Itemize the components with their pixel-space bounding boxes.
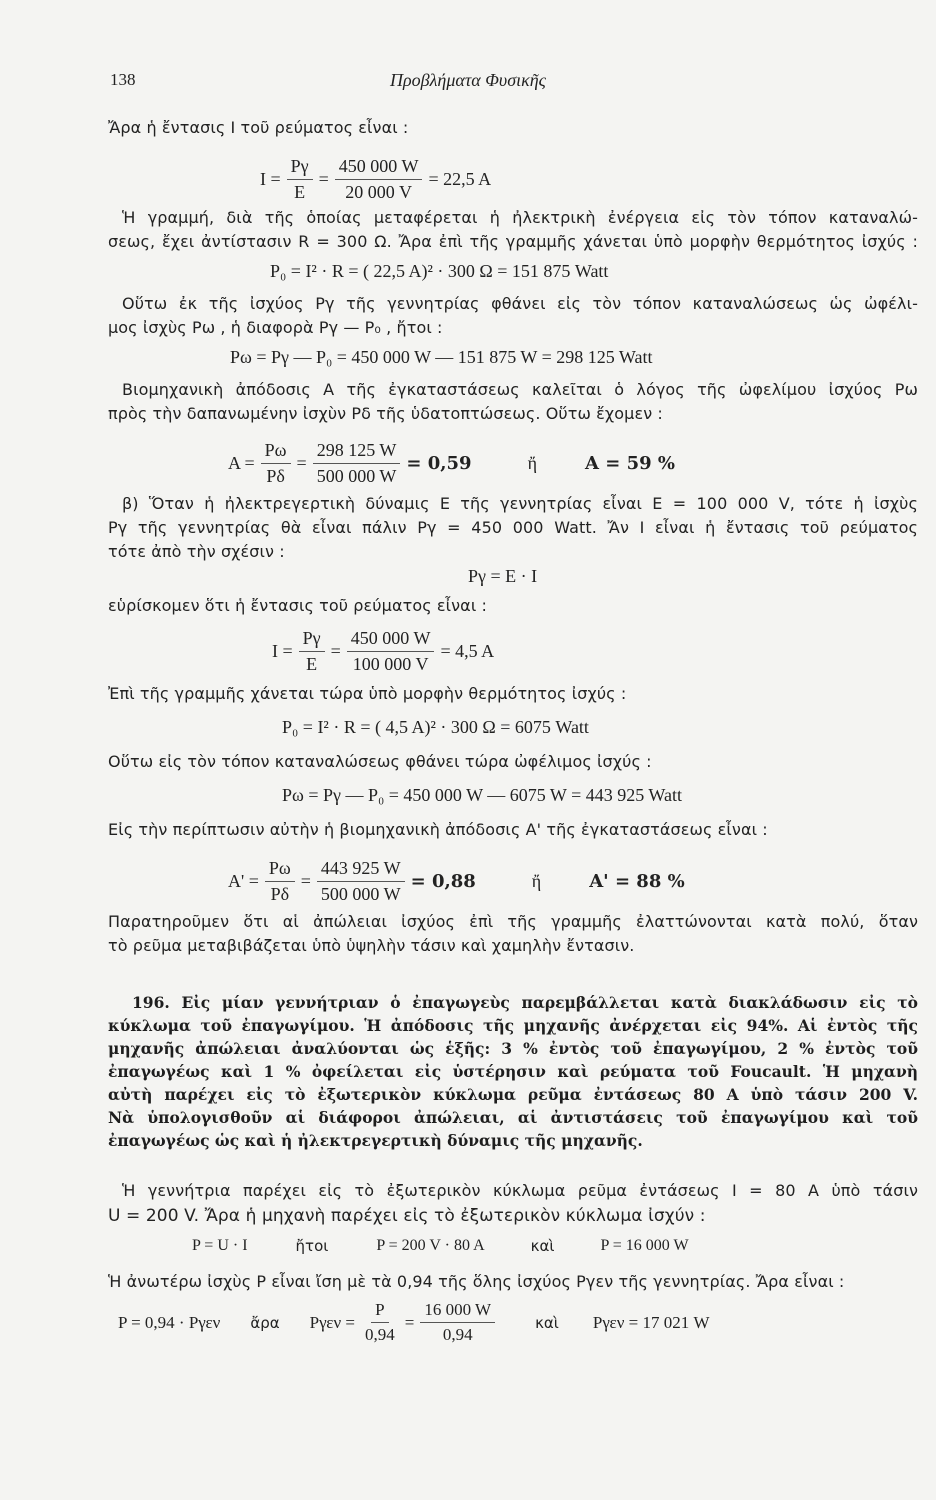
text-line: Ἐπὶ τῆς γραμμῆς χάνεται τώρα ὑπὸ μορφὴν θερμότητος ἰσχύς : <box>108 684 627 703</box>
denominator: 100 000 V <box>352 654 429 674</box>
fraction <box>261 440 291 487</box>
page-number: 138 <box>110 70 136 89</box>
eq-result: = 0,59 <box>406 453 472 474</box>
text-line: Βιομηχανικὴ ἀπόδοσις A τῆς ἐγκαταστάσεως καλεῖται ὁ λόγος τῆς ὠφελίμου ἰσχύος Pω <box>122 380 918 399</box>
fraction <box>335 156 423 203</box>
equation-total-power <box>118 1300 710 1345</box>
eq-result: Pγεν = 17 021 W <box>592 1312 710 1332</box>
fraction <box>420 1300 495 1345</box>
numerator: 443 925 W <box>317 858 405 882</box>
text-line: μος ἰσχὺς Pω , ἡ διαφορὰ Pγ — P₀ , ἤτοι : <box>108 318 443 337</box>
eq-result: = 4,5 A <box>440 641 495 661</box>
problem-line: κύκλωμα τοῦ ἐπαγωγίμου. Ἡ ἀπόδοσις τῆς μηχανῆς ἀνέρχεται εἰς 94%. Αἱ ἐντὸς τῆς <box>108 1016 918 1035</box>
equation-loss: P₀ = I² · R = ( 22,5 A)² · 300 Ω = 151 875 Watt <box>270 261 609 281</box>
eq-lhs: I = <box>272 641 293 661</box>
eq-sign: = <box>300 871 311 891</box>
equation-current <box>260 156 491 203</box>
eq-result-percent: A' = 88 % <box>589 871 685 892</box>
text-line: Οὕτω εἰς τὸν τόπον καταναλώσεως φθάνει τώρα ὠφέλιμος ἰσχύς : <box>108 752 652 771</box>
fraction <box>265 858 295 905</box>
text-line: Pγ τῆς γεννητρίας θὰ εἶναι πάλιν Pγ = 450 000 Watt. Ἄν I εἶναι ἡ ἔντασις τοῦ ρεύματος <box>108 518 918 537</box>
equation-useful-power-2: Pω = Pγ — P₀ = 450 000 W — 6075 W = 443 925 Watt <box>282 785 682 805</box>
eq-or: ἤ <box>527 453 537 473</box>
text-line: Ἡ γεννήτρια παρέχει εἰς τὸ ἐξωτερικὸν κύκλωμα ρεῦμα ἐντάσεως I = 80 A ὑπὸ τάσιν <box>122 1181 918 1200</box>
denominator: 500 000 W <box>320 884 401 904</box>
eq-part: P = 0,94 · Pγεν <box>118 1312 221 1332</box>
eq-word: καὶ <box>535 1313 559 1332</box>
text-line: τὸ ρεῦμα μεταβιβάζεται ὑπὸ ὑψηλὴν τάσιν καὶ χαμηλὴν ἔντασιν. <box>108 936 635 955</box>
text-line: εὑρίσκομεν ὅτι ἡ ἔντασις τοῦ ρεύματος εἶναι : <box>108 596 488 615</box>
text-line: Οὕτω ἐκ τῆς ἰσχύος Pγ τῆς γεννητρίας φθάνει εἰς τὸν τόπον καταναλώσεως ὡς ὠφέλι- <box>122 294 918 313</box>
eq-result: = 22,5 A <box>428 169 492 189</box>
text-line: U = 200 V. Ἄρα ἡ μηχανὴ παρέχει εἰς τὸ ἐξωτερικὸν κύκλωμα ἰσχύν : <box>108 1206 706 1226</box>
numerator: Pω <box>265 858 295 882</box>
denominator: 0,94 <box>442 1325 473 1344</box>
eq-lhs: Pγεν = <box>309 1312 355 1332</box>
problem-line: ἐπαγωγέως καὶ 1 % ὀφείλεται εἰς ὑστέρησιν καὶ ρεύματα τοῦ Foucault. Ἡ μηχανὴ <box>108 1062 918 1081</box>
equation-efficiency <box>228 440 675 487</box>
denominator: Pδ <box>270 884 290 904</box>
denominator: 20 000 V <box>345 182 412 202</box>
denominator: E <box>294 182 306 202</box>
text-line: Εἰς τὴν περίπτωσιν αὐτὴν ἡ βιομηχανικὴ ἀπόδοσις A' τῆς ἐγκαταστάσεως εἶναι : <box>108 820 768 839</box>
denominator: E <box>306 654 318 674</box>
equation-current-2 <box>272 628 494 675</box>
eq-lhs: A' = <box>228 871 259 891</box>
eq-word: ἤτοι <box>295 1237 329 1255</box>
numerator: Pω <box>261 440 291 464</box>
fraction <box>361 1300 399 1345</box>
problem-line: Νὰ ὑπολογισθοῦν αἱ διάφοροι ἀπώλειαι, αἱ ἀντιστάσεις τοῦ ἐπαγωγίμου καὶ τοῦ <box>108 1108 918 1127</box>
fraction <box>317 858 405 905</box>
fraction <box>299 628 325 675</box>
eq-part: P = U · I <box>192 1237 248 1254</box>
text-line: πρὸς τὴν δαπανωμένην ἰσχὺν Pδ τῆς ὑδατοπτώσεως. Οὕτω ἔχομεν : <box>108 404 663 423</box>
denominator: 0,94 <box>364 1325 395 1344</box>
numerator: 298 125 W <box>313 440 401 464</box>
numerator: 450 000 W <box>335 156 423 180</box>
fraction <box>287 156 313 203</box>
numerator: Pγ <box>287 156 313 180</box>
equation-loss-2: P₀ = I² · R = ( 4,5 A)² · 300 Ω = 6075 Watt <box>282 717 589 737</box>
text-line: Παρατηροῦμεν ὅτι αἱ ἀπώλειαι ἰσχύος ἐπὶ τῆς γραμμῆς ἐλαττώνονται κατὰ πολύ, ὅταν <box>108 912 918 931</box>
fraction <box>347 628 435 675</box>
text-line: τότε ἀπὸ τὴν σχέσιν : <box>108 542 285 561</box>
numerator: 16 000 W <box>420 1300 495 1323</box>
eq-part: P = 16 000 W <box>600 1237 689 1254</box>
eq-result-percent: A = 59 % <box>584 453 675 474</box>
numerator: 450 000 W <box>347 628 435 652</box>
eq-sign: = <box>296 453 307 473</box>
eq-part: P = 200 V · 80 A <box>376 1237 485 1254</box>
problem-line: αὐτὴ παρέχει εἰς τὸ ἐξωτερικὸν κύκλωμα ρεῦμα ἐντάσεως 80 A ὑπὸ τάσιν 200 V. <box>108 1085 918 1104</box>
equation-useful-power: Pω = Pγ — P₀ = 450 000 W — 151 875 W = 298 125 Watt <box>230 347 653 367</box>
eq-or: ἤ <box>531 871 542 891</box>
denominator: 500 000 W <box>316 466 397 486</box>
equation-power-relation: Pγ = E · I <box>468 566 538 586</box>
equation-output-power <box>192 1237 689 1255</box>
eq-result: = 0,88 <box>410 871 476 892</box>
text-line: Ἡ ἀνωτέρω ἰσχὺς P εἶναι ἴση μὲ τὰ 0,94 τῆς ὅλης ἰσχύος Pγεν τῆς γεννητρίας. Ἄρα εἶναι : <box>108 1272 845 1291</box>
text-line: β) Ὅταν ἡ ἠλεκτρεγερτικὴ δύναμις E τῆς γεννητρίας εἶναι E = 100 000 V, τότε ἡ ἰσχὺς <box>122 494 918 513</box>
text-line: Ἄρα ἡ ἔντασις I τοῦ ρεύματος εἶναι : <box>108 118 409 137</box>
fraction <box>313 440 401 487</box>
numerator: Pγ <box>299 628 325 652</box>
eq-lhs: A = <box>228 453 255 473</box>
problem-line: 196. Εἰς μίαν γεννήτριαν ὁ ἐπαγωγεὺς παρεμβάλλεται κατὰ διακλάδωσιν εἰς τὸ <box>132 993 918 1012</box>
eq-sign: = <box>404 1312 415 1332</box>
denominator: Pδ <box>266 466 285 486</box>
eq-word: καὶ <box>530 1237 555 1255</box>
equation-efficiency-2 <box>228 858 685 905</box>
eq-lhs: I = <box>260 169 281 189</box>
running-title: Προβλήματα Φυσικῆς <box>390 70 546 90</box>
problem-line: ἐπαγωγέως ὡς καὶ ἡ ἠλεκτρεγερτικὴ δύναμις τῆς μηχανῆς. <box>108 1131 643 1150</box>
eq-sign: = <box>318 169 329 189</box>
text-line: σεως, ἔχει ἀντίστασιν R = 300 Ω. Ἄρα ἐπὶ τῆς γραμμῆς χάνεται ὑπὸ μορφὴν θερμότητος ἰσχύς : <box>108 232 918 251</box>
text-line: Ἡ γραμμή, διὰ τῆς ὁποίας μεταφέρεται ἡ ἠλεκτρικὴ ἐνέργεια εἰς τὸν τόπον καταναλώ- <box>122 208 918 227</box>
eq-sign: = <box>330 641 341 661</box>
eq-word: ἄρα <box>250 1313 280 1332</box>
numerator: P <box>371 1300 388 1323</box>
problem-line: μηχανῆς ἀπώλειαι ἀναλύονται ὡς ἑξῆς: 3 % ἐντὸς τοῦ ἐπαγωγίμου, 2 % ἐντὸς τοῦ <box>108 1039 918 1058</box>
